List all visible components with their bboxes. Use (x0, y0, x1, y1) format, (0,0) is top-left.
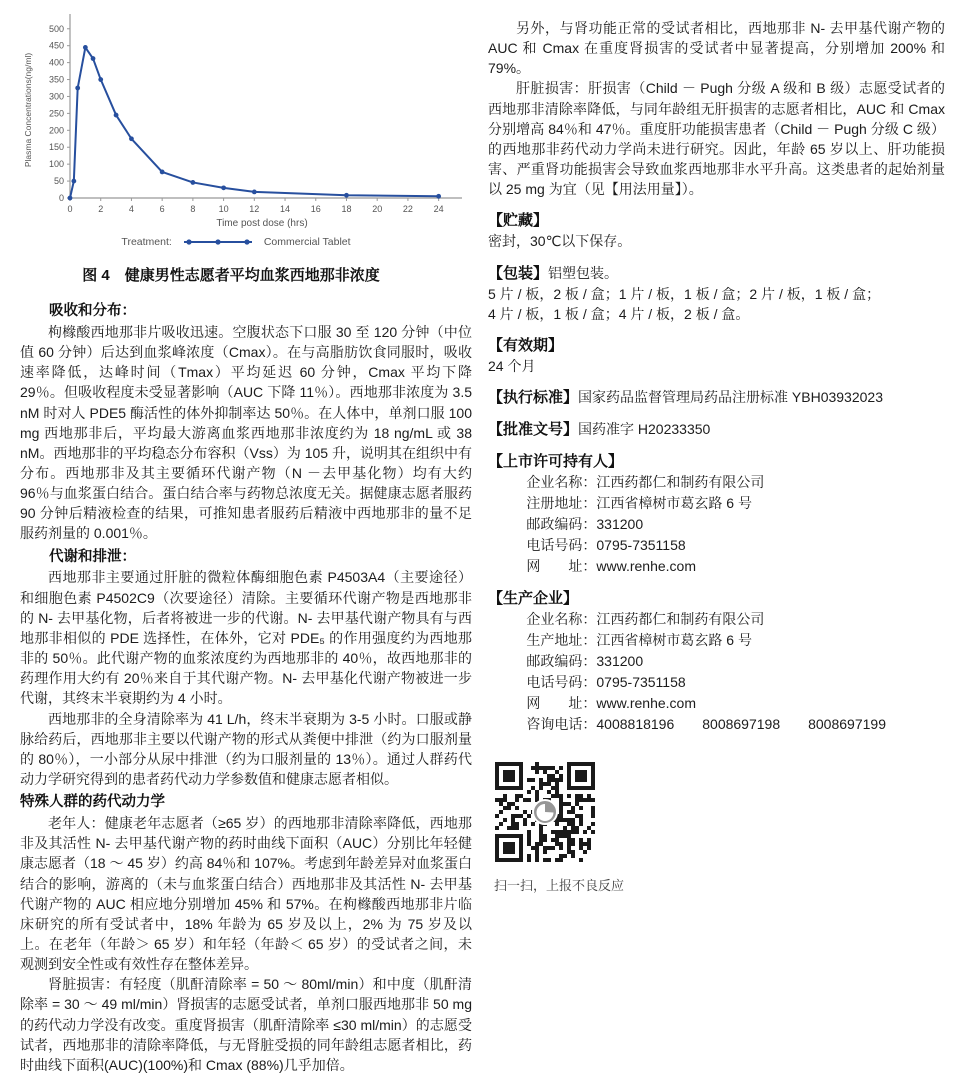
package-line-2: 4 片 / 板，1 板 / 盒；4 片 / 板，2 板 / 盒。 (488, 305, 750, 322)
entry-manufacturer (488, 588, 945, 735)
entry-approval-number (488, 419, 945, 440)
info-value: 0795-7351158 (596, 674, 686, 691)
package-heading: 【包装】 (488, 264, 549, 282)
svg-text:0: 0 (58, 193, 64, 203)
svg-text:6: 6 (159, 204, 165, 214)
legend-prefix: Treatment: (121, 236, 172, 248)
section-heading-special-populations: 特殊人群的药代动力学 (20, 794, 165, 811)
svg-text:4: 4 (128, 204, 134, 214)
manufacturer-heading: 【生产企业】 (488, 590, 579, 608)
svg-text:500: 500 (48, 23, 64, 34)
section-heading-metabolism: 代谢和排泄： (49, 548, 136, 565)
info-label: 企业名称： (526, 611, 597, 628)
svg-text:16: 16 (310, 204, 321, 214)
section-heading-absorption: 吸收和分布： (49, 303, 136, 319)
manufacturer-website (526, 693, 945, 714)
manufacturer-production-address (526, 630, 945, 651)
svg-text:450: 450 (48, 40, 64, 51)
package-line-1: 5 片 / 板，2 板 / 盒；1 片 / 板，1 板 / 盒；2 片 / 板，1 板 / 盒； (488, 285, 881, 302)
svg-text:0: 0 (67, 204, 73, 214)
legend-series-label: Commercial Tablet (263, 236, 351, 248)
package-inline-text: 铝塑包装。 (548, 264, 619, 281)
info-value: 江西药都仁和制药有限公司 (596, 474, 765, 491)
paragraph-renal-metabolite: 另外，与肾功能正常的受试者相比，西地那非 N- 去甲基代谢产物的 AUC 和 Cmax 在重度肾损害的受试者中显著提高，分别增加 200% 和 79%。 (488, 20, 945, 77)
chart-y-axis-label: Plasma Concentrations(ng/ml) (23, 52, 33, 168)
entry-storage (488, 210, 945, 251)
info-value: www.renhe.com (596, 695, 696, 712)
entry-package (488, 263, 945, 324)
manufacturer-hotline (526, 714, 945, 735)
standard-heading: 【执行标准】 (488, 389, 579, 407)
svg-text:10: 10 (218, 204, 229, 214)
svg-text:350: 350 (48, 74, 64, 85)
svg-text:12: 12 (249, 204, 260, 214)
entry-standard (488, 387, 945, 408)
holder-company-name (526, 472, 945, 493)
svg-text:300: 300 (48, 91, 64, 102)
manufacturer-phone (526, 672, 945, 693)
svg-text:50: 50 (53, 176, 64, 187)
license-holder-heading: 【上市许可持有人】 (488, 453, 624, 471)
entry-validity (488, 335, 945, 376)
storage-heading: 【贮藏】 (488, 212, 549, 230)
right-column (488, 8, 945, 1075)
qr-caption: 扫一扫，上报不良反应 (494, 878, 625, 894)
svg-text:18: 18 (341, 204, 352, 214)
info-value: 331200 (596, 653, 644, 670)
validity-heading: 【有效期】 (488, 336, 564, 354)
svg-text:8: 8 (190, 204, 196, 214)
paragraph-absorption: 枸橼酸西地那非片吸收迅速。空腹状态下口服 30 至 120 分钟（中位值 60 分钟）后达到血浆峰浓度（Cmax）。在与高脂肪饮食同服时，吸收速率降低，达峰时间（Tmax）平均延迟 60 分钟，Cmax 平均下降 29％。但吸收程度未受显著影响（AUC 下降 11％）。西地那非浓度为 3.5 nM 时对人 PDE5 酶活性的体外抑制率达 50％。在人体中，单剂口服 100 mg 西地那非后，平均最大游离血浆西地那非浓度约为 18 ng/mL 或 38 nM。西地那非的平均稳态分布容积（Vss）为 105 升，说明其在组织中有分布。西地那非及其主要循环代谢产物（N －去甲基化物）均有大约 96％与血浆蛋白结合。蛋白结合率与药物总浓度无关。据健康志愿者服药 90 分钟后精液检查的结果，可推知患者服药后精液中西地那非的量不足服药剂量的 0.001％。 (20, 323, 472, 542)
approval-heading: 【批准文号】 (488, 421, 579, 439)
manufacturer-company-name (526, 609, 945, 630)
holder-website (526, 556, 945, 577)
storage-text: 密封，30℃以下保存。 (488, 233, 632, 250)
info-label: 电话号码： (526, 674, 597, 691)
pk-line-chart (20, 8, 466, 240)
info-value: 0795-7351158 (596, 537, 686, 554)
figure-caption: 图 4 健康男性志愿者平均血浆西地那非浓度 (82, 267, 380, 284)
info-label: 电话号码： (526, 537, 597, 554)
svg-text:2: 2 (98, 204, 104, 214)
info-label: 企业名称： (526, 474, 597, 491)
paragraph-renal-impairment: 肾脏损害：有轻度（肌酐清除率 = 50 ～ 80ml/min）和中度（肌酐清除率 = 30 ～ 49 ml/min）肾损害的志愿受试者，单剂口服西地那非 50 mg 的药代动力学没有改变。重度肾损害（肌酐清除率 ≤30 ml/min）的志愿受试者，西地那非的清除率降低，与无肾脏受损的同年龄组志愿者相比，药时曲线下面积(AUC)(100%)和 Cmax (88%)几乎加倍。 (20, 976, 472, 1073)
chart-axes-and-series (49, 14, 462, 214)
svg-text:150: 150 (48, 142, 64, 153)
info-label: 生产地址： (526, 632, 597, 649)
svg-text:20: 20 (372, 204, 383, 214)
info-value: www.renhe.com (596, 558, 696, 575)
info-label: 网 址： (526, 695, 597, 712)
info-value: 4008818196 8008697198 8008697199 (596, 716, 886, 733)
info-value: 江西省樟树市葛玄路 6 号 (596, 495, 752, 512)
validity-text: 24 个月 (488, 357, 536, 374)
holder-registered-address (526, 493, 945, 514)
svg-text:200: 200 (48, 125, 64, 136)
legend-line-marker-icon (181, 237, 255, 247)
info-label: 邮政编码： (526, 516, 597, 533)
qr-code (494, 761, 596, 863)
holder-postal-code (526, 514, 945, 535)
svg-text:14: 14 (280, 204, 291, 214)
svg-text:22: 22 (402, 204, 413, 214)
adverse-reaction-qr-block (494, 761, 945, 894)
holder-phone (526, 535, 945, 556)
chart-legend (20, 236, 472, 248)
figure-4 (20, 8, 472, 285)
info-label: 邮政编码： (526, 653, 597, 670)
svg-text:24: 24 (433, 204, 444, 214)
left-column (20, 8, 472, 1075)
paragraph-elderly: 老年人：健康老年志愿者（≥65 岁）的西地那非清除率降低，西地那非及其活性 N- 去甲基代谢产物的药时曲线下面积（AUC）分别比年轻健康志愿者（18 ～ 45 岁）约高 84％和 107%。考虑到年龄差异对血浆蛋白结合的影响，游离的（未与血浆蛋白结合）西地那非及其活性 N- 去甲基代谢产物的 AUC 相应地分别增加 45% 和 57%。在枸橼酸西地那非片临床研究的所有受试者中，18% 年龄为 65 岁及以上，2% 为 75 岁及以上。在老年（年龄＞ 65 岁）和年轻（年龄＜ 65 岁）的受试者之间，未观测到安全性或有效性存在整体差异。 (20, 815, 472, 973)
info-value: 江西药都仁和制药有限公司 (596, 611, 765, 628)
standard-text: 国家药品监督管理局药品注册标准 YBH03932023 (578, 389, 883, 406)
info-value: 331200 (596, 516, 644, 533)
manufacturer-postal-code (526, 651, 945, 672)
entry-license-holder (488, 451, 945, 577)
info-label: 咨询电话： (526, 716, 597, 733)
approval-text: 国药准字 H20233350 (578, 421, 711, 438)
chart-x-axis-label: Time post dose (hrs) (216, 218, 308, 229)
paragraph-hepatic-impairment: 肝脏损害：肝损害（Child － Pugh 分级 A 级和 B 级）志愿受试者的西地那非清除率降低，与同年龄组无肝损害的志愿者相比，AUC 和 Cmax 分别增高 84％和 47％。重度肝功能损害患者（Child － Pugh 分级 C 级）的西地那非药代动力学尚未进行研究。因此，年龄 65 岁以上、肝功能损害、严重肾功能损害会导致血浆西地那非水平升高。这类患者的起始剂量以 25 mg 为宜（见【用法用量】）。 (488, 80, 945, 198)
paragraph-metabolism-2: 西地那非的全身清除率为 41 L/h，终末半衰期为 3-5 小时。口服或静脉给药后，西地那非主要以代谢产物的形式从粪便中排泄（约为口服剂量的 80％），一小部分从尿中排泄（约为口服剂量的 13％）。通过人群药代动力学研究得到的患者药代动力学参数值和健康志愿者相似。 (20, 710, 472, 788)
svg-text:400: 400 (48, 57, 64, 68)
info-value: 江西省樟树市葛玄路 6 号 (596, 632, 752, 649)
info-label: 网 址： (526, 558, 597, 575)
paragraph-metabolism-1: 西地那非主要通过肝脏的微粒体酶细胞色素 P4503A4（主要途径）和细胞色素 P4502C9（次要途径）清除。主要循环代谢产物是西地那非的 N- 去甲基化物，后者将被进一步的代谢。N- 去甲基代谢产物具有与西地那非相似的 PDE 选择性，在体外，它对 PDE₅ 的作用强度约为西地那非的 50％。此代谢产物的血浆浓度约为西地那非的 40％，故西地那非的药理作用大约有 20％来自于其代谢产物。N- 去甲基化代谢产物被进一步代谢，其终末半衰期约为 4 小时。 (20, 569, 472, 707)
info-label: 注册地址： (526, 495, 597, 512)
svg-text:100: 100 (48, 159, 64, 170)
svg-text:250: 250 (48, 108, 64, 119)
